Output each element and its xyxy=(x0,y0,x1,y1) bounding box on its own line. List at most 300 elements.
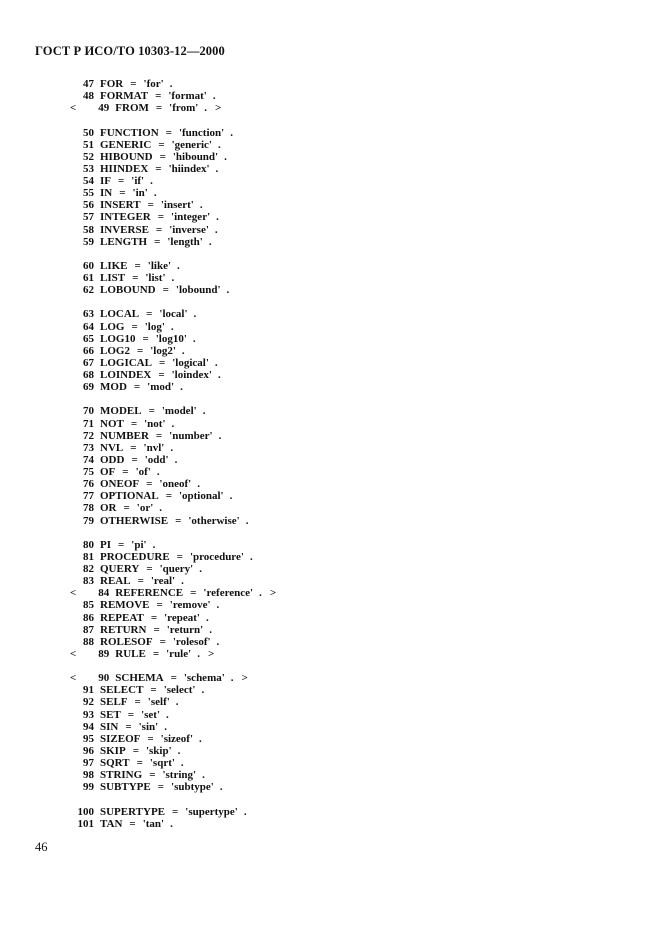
terminator: . xyxy=(243,805,247,818)
production-line xyxy=(70,102,276,114)
line-number: 47 xyxy=(83,78,94,90)
equals-sign: = xyxy=(165,126,172,139)
line-number: 85 xyxy=(83,599,94,612)
keyword: INVERSE xyxy=(100,223,149,236)
literal: 'generic' xyxy=(171,138,212,151)
line-number: 91 xyxy=(83,684,94,697)
terminator: . xyxy=(216,599,220,612)
terminator: . xyxy=(159,502,163,515)
literal: 'repeat' xyxy=(164,611,200,624)
close-bracket: > xyxy=(241,672,248,685)
equals-sign: = xyxy=(158,138,165,151)
keyword: FUNCTION xyxy=(100,126,159,139)
production-line xyxy=(70,599,276,611)
terminator: . xyxy=(214,223,218,236)
keyword: SCHEMA xyxy=(115,672,164,685)
line-number: 77 xyxy=(83,490,94,503)
equals-sign: = xyxy=(136,757,143,769)
keyword: SELECT xyxy=(100,684,144,697)
production-line xyxy=(70,721,276,733)
equals-sign: = xyxy=(159,150,166,163)
keyword: RETURN xyxy=(100,623,147,636)
production-line xyxy=(70,127,276,139)
production-line xyxy=(70,709,276,721)
terminator: . xyxy=(214,356,218,369)
equals-sign: = xyxy=(149,769,156,782)
terminator: . xyxy=(212,90,216,103)
equals-sign: = xyxy=(132,744,139,757)
equals-sign: = xyxy=(127,708,135,721)
page-number: 46 xyxy=(35,840,48,854)
literal: 'odd' xyxy=(144,453,169,466)
literal: 'tan' xyxy=(142,817,165,830)
group-separator xyxy=(70,248,276,260)
equals-sign: = xyxy=(158,369,165,381)
line-number: 61 xyxy=(83,272,94,284)
equals-sign: = xyxy=(123,502,130,515)
terminator: . xyxy=(153,187,157,200)
keyword: MODEL xyxy=(100,405,142,418)
terminator: . xyxy=(199,563,202,575)
line-number: 72 xyxy=(83,429,94,442)
equals-sign: = xyxy=(118,538,125,551)
keyword: ROLESOF xyxy=(100,635,153,648)
terminator: . xyxy=(215,162,219,175)
production-line xyxy=(70,454,276,466)
keyword: OPTIONAL xyxy=(100,490,159,503)
keyword: FROM xyxy=(115,102,149,115)
equals-sign: = xyxy=(153,623,160,636)
literal: 'integer' xyxy=(171,211,211,224)
line-number: 49 xyxy=(98,102,110,115)
keyword: LOG2 xyxy=(100,344,130,357)
equals-sign: = xyxy=(155,429,163,442)
line-number: 66 xyxy=(83,344,94,357)
literal: 'hibound' xyxy=(172,150,219,163)
terminator: . xyxy=(245,514,249,527)
production-line xyxy=(70,139,276,151)
equals-sign: = xyxy=(170,672,177,685)
literal: 'local' xyxy=(159,308,188,321)
line-number: 80 xyxy=(83,538,94,551)
keyword: INTEGER xyxy=(100,211,151,224)
equals-sign: = xyxy=(157,781,165,794)
line-number: 63 xyxy=(83,308,94,321)
literal: 'or' xyxy=(136,502,154,515)
line-number: 69 xyxy=(83,381,94,394)
open-bracket: < xyxy=(70,647,77,660)
literal: 'log' xyxy=(144,320,165,333)
equals-sign: = xyxy=(155,162,162,175)
keyword: NOT xyxy=(100,417,124,430)
production-line xyxy=(70,515,276,527)
keyword: SUBTYPE xyxy=(100,781,151,794)
line-number: 100 xyxy=(77,805,94,818)
production-line xyxy=(70,539,276,551)
equals-sign: = xyxy=(134,259,141,272)
literal: 'model' xyxy=(161,405,197,418)
production-line xyxy=(70,224,276,236)
literal: 'insert' xyxy=(160,199,194,212)
equals-sign: = xyxy=(132,272,139,284)
line-number: 70 xyxy=(83,405,94,418)
production-line xyxy=(70,769,276,781)
line-number: 92 xyxy=(83,696,94,709)
keyword: FOR xyxy=(100,78,124,90)
close-bracket: > xyxy=(269,587,277,600)
terminator: . xyxy=(204,102,208,115)
production-line xyxy=(70,612,276,624)
terminator: . xyxy=(224,150,227,163)
production-line xyxy=(70,648,276,660)
keyword: LOBOUND xyxy=(100,284,156,297)
literal: 'reference' xyxy=(203,587,254,600)
literal: 'like' xyxy=(147,259,172,272)
terminator: . xyxy=(259,587,262,600)
literal: 'loindex' xyxy=(171,369,212,381)
terminator: . xyxy=(152,538,156,551)
keyword: PI xyxy=(100,538,111,551)
equals-sign: = xyxy=(125,720,132,733)
keyword: SKIP xyxy=(100,744,126,757)
equals-sign: = xyxy=(159,635,166,648)
literal: 'inverse' xyxy=(169,223,209,236)
literal: 'in' xyxy=(132,187,148,200)
group-separator xyxy=(70,114,276,126)
literal: 'rule' xyxy=(166,647,192,660)
production-line xyxy=(70,781,276,793)
production-line xyxy=(70,696,276,708)
line-number: 83 xyxy=(83,575,94,588)
keyword: FORMAT xyxy=(100,90,149,103)
keyword: TAN xyxy=(100,817,123,830)
terminator: . xyxy=(199,732,202,745)
production-line xyxy=(70,345,276,357)
equals-sign: = xyxy=(119,187,126,200)
production-line xyxy=(70,818,276,830)
literal: 'format' xyxy=(168,90,207,103)
production-line xyxy=(70,284,276,296)
line-number: 56 xyxy=(83,199,94,212)
keyword: NUMBER xyxy=(100,429,149,442)
production-line xyxy=(70,175,276,187)
line-number: 50 xyxy=(83,126,94,139)
production-line xyxy=(70,308,276,320)
equals-sign: = xyxy=(154,235,161,248)
literal: 'otherwise' xyxy=(188,514,240,527)
terminator: . xyxy=(209,623,212,636)
keyword: LIST xyxy=(100,272,126,284)
literal: 'if' xyxy=(131,175,145,187)
literal: 'nvl' xyxy=(143,441,165,454)
literal: 'log2' xyxy=(150,344,176,357)
production-line xyxy=(70,575,276,587)
keyword: QUERY xyxy=(100,563,140,575)
keyword: STRING xyxy=(100,769,143,782)
keyword: REAL xyxy=(100,575,131,588)
literal: 'not' xyxy=(144,417,166,430)
line-number: 87 xyxy=(83,623,94,636)
production-line xyxy=(70,369,276,381)
line-number: 48 xyxy=(83,90,94,103)
line-number: 59 xyxy=(83,235,94,248)
line-number: 78 xyxy=(83,502,94,515)
literal: 'query' xyxy=(159,563,194,575)
open-bracket: < xyxy=(70,102,77,115)
terminator: . xyxy=(202,769,205,782)
keyword: REPEAT xyxy=(100,611,144,624)
line-number: 94 xyxy=(83,720,94,733)
production-line xyxy=(70,381,276,393)
terminator: . xyxy=(156,466,160,478)
keyword: HIINDEX xyxy=(100,162,149,175)
literal: 'hiindex' xyxy=(168,162,210,175)
line-number: 60 xyxy=(83,259,94,272)
line-number: 65 xyxy=(83,332,94,345)
line-number: 52 xyxy=(83,150,94,163)
equals-sign: = xyxy=(137,575,144,588)
terminator: . xyxy=(219,781,223,794)
literal: 'sizeof' xyxy=(160,732,194,745)
line-number: 88 xyxy=(83,635,94,648)
literal: 'supertype' xyxy=(185,805,238,818)
production-line xyxy=(70,563,276,575)
line-number: 82 xyxy=(83,563,94,575)
equals-sign: = xyxy=(172,805,179,818)
terminator: . xyxy=(217,138,221,151)
terminator: . xyxy=(230,126,233,139)
production-line xyxy=(70,478,276,490)
line-number: 81 xyxy=(83,550,94,563)
terminator: . xyxy=(177,744,181,757)
equals-sign: = xyxy=(136,344,144,357)
production-line xyxy=(70,757,276,769)
terminator: . xyxy=(181,344,185,357)
production-line xyxy=(70,321,276,333)
group-separator xyxy=(70,393,276,405)
equals-sign: = xyxy=(152,647,160,660)
keyword: OTHERWISE xyxy=(100,514,169,527)
literal: 'from' xyxy=(169,102,199,115)
literal: 'rolesof' xyxy=(172,635,211,648)
keyword: RULE xyxy=(115,647,146,660)
line-number: 54 xyxy=(83,175,94,187)
line-number: 99 xyxy=(83,781,94,794)
close-bracket: > xyxy=(215,102,222,115)
line-number: 84 xyxy=(98,587,110,600)
keyword: HIBOUND xyxy=(100,150,153,163)
terminator: . xyxy=(192,332,196,345)
terminator: . xyxy=(216,211,219,224)
equals-sign: = xyxy=(129,817,136,830)
production-line xyxy=(70,684,276,696)
keyword: MOD xyxy=(100,381,127,394)
production-line xyxy=(70,806,276,818)
terminator: . xyxy=(175,696,179,709)
production-line xyxy=(70,357,276,369)
production-line xyxy=(70,260,276,272)
equals-sign: = xyxy=(118,175,125,187)
production-line xyxy=(70,636,276,648)
literal: 'function' xyxy=(178,126,225,139)
production-line xyxy=(70,418,276,430)
equals-sign: = xyxy=(155,90,162,103)
production-line xyxy=(70,502,276,514)
literal: 'sqrt' xyxy=(149,757,175,769)
equals-sign: = xyxy=(150,611,158,624)
literal: 'oneof' xyxy=(159,478,192,491)
keyword: INSERT xyxy=(100,199,141,212)
production-line xyxy=(70,151,276,163)
terminator: . xyxy=(202,405,206,418)
equals-sign: = xyxy=(134,696,141,709)
keyword: PROCEDURE xyxy=(100,550,170,563)
equals-sign: = xyxy=(147,199,154,212)
close-bracket: > xyxy=(207,647,215,660)
keyword-listing xyxy=(70,78,276,830)
line-number: 90 xyxy=(98,672,110,685)
literal: 'for' xyxy=(143,78,164,90)
literal: 'self' xyxy=(147,696,170,709)
terminator: . xyxy=(201,684,205,697)
keyword: OR xyxy=(100,502,117,515)
production-line xyxy=(70,733,276,745)
keyword: LENGTH xyxy=(100,235,148,248)
group-separator xyxy=(70,660,276,672)
equals-sign: = xyxy=(150,684,157,697)
terminator: . xyxy=(170,817,173,830)
equals-sign: = xyxy=(131,453,138,466)
terminator: . xyxy=(174,453,178,466)
line-number: 86 xyxy=(83,611,94,624)
terminator: . xyxy=(199,199,203,212)
keyword: LIKE xyxy=(100,259,128,272)
terminator: . xyxy=(170,320,174,333)
literal: 'string' xyxy=(162,769,197,782)
line-number: 57 xyxy=(83,211,94,224)
equals-sign: = xyxy=(146,308,153,321)
keyword: REFERENCE xyxy=(115,587,184,600)
equals-sign: = xyxy=(142,332,149,345)
production-line xyxy=(70,272,276,284)
equals-sign: = xyxy=(157,211,165,224)
terminator: . xyxy=(171,417,175,430)
keyword: GENERIC xyxy=(100,138,152,151)
document-header: ГОСТ Р ИСО/ТО 10303-12—2000 xyxy=(35,44,225,58)
terminator: . xyxy=(180,381,183,394)
equals-sign: = xyxy=(148,405,155,418)
literal: 'list' xyxy=(145,272,166,284)
equals-sign: = xyxy=(190,587,197,600)
line-number: 73 xyxy=(83,441,94,454)
terminator: . xyxy=(164,720,167,733)
equals-sign: = xyxy=(176,550,183,563)
group-separator xyxy=(70,296,276,308)
terminator: . xyxy=(229,490,233,503)
keyword: NVL xyxy=(100,441,124,454)
line-number: 55 xyxy=(83,187,94,200)
literal: 'log10' xyxy=(155,332,187,345)
equals-sign: = xyxy=(147,732,154,745)
production-line xyxy=(70,78,276,90)
literal: 'mod' xyxy=(147,381,175,394)
literal: 'remove' xyxy=(169,599,211,612)
keyword: SELF xyxy=(100,696,128,709)
equals-sign: = xyxy=(155,102,163,115)
line-number: 95 xyxy=(83,732,94,745)
line-number: 76 xyxy=(83,478,94,491)
equals-sign: = xyxy=(155,223,163,236)
literal: 'procedure' xyxy=(189,550,244,563)
literal: 'lobound' xyxy=(175,284,221,297)
terminator: . xyxy=(230,672,234,685)
equals-sign: = xyxy=(146,478,153,491)
equals-sign: = xyxy=(130,441,137,454)
literal: 'optional' xyxy=(178,490,224,503)
production-line xyxy=(70,672,276,684)
keyword: LOCAL xyxy=(100,308,140,321)
production-line xyxy=(70,442,276,454)
line-number: 67 xyxy=(83,356,94,369)
line-number: 74 xyxy=(83,453,94,466)
line-number: 58 xyxy=(83,223,94,236)
equals-sign: = xyxy=(133,381,141,394)
line-number: 101 xyxy=(77,817,94,830)
literal: 'select' xyxy=(163,684,196,697)
keyword: SIZEOF xyxy=(100,732,141,745)
terminator: . xyxy=(218,429,222,442)
line-number: 71 xyxy=(83,417,94,430)
terminator: . xyxy=(150,175,153,187)
production-line xyxy=(70,90,276,102)
terminator: . xyxy=(249,550,253,563)
terminator: . xyxy=(193,308,197,321)
terminator: . xyxy=(166,708,169,721)
keyword: REMOVE xyxy=(100,599,150,612)
literal: 'pi' xyxy=(131,538,147,551)
production-line xyxy=(70,587,276,599)
literal: 'real' xyxy=(150,575,176,588)
equals-sign: = xyxy=(146,563,153,575)
keyword: LOINDEX xyxy=(100,369,152,381)
keyword: SUPERTYPE xyxy=(100,805,166,818)
production-line xyxy=(70,490,276,502)
keyword: SQRT xyxy=(100,757,130,769)
keyword: OF xyxy=(100,466,116,478)
equals-sign: = xyxy=(158,356,166,369)
group-separator xyxy=(70,527,276,539)
terminator: . xyxy=(170,441,174,454)
production-line xyxy=(70,551,276,563)
terminator: . xyxy=(169,78,173,90)
production-line xyxy=(70,187,276,199)
line-number: 53 xyxy=(83,162,94,175)
literal: 'return' xyxy=(166,623,204,636)
production-line xyxy=(70,163,276,175)
equals-sign: = xyxy=(156,599,163,612)
equals-sign: = xyxy=(162,284,169,297)
terminator: . xyxy=(171,272,175,284)
terminator: . xyxy=(205,611,209,624)
line-number: 96 xyxy=(83,744,94,757)
production-line xyxy=(70,430,276,442)
terminator: . xyxy=(216,635,220,648)
line-number: 97 xyxy=(83,757,94,769)
production-line xyxy=(70,466,276,478)
line-number: 98 xyxy=(83,769,94,782)
equals-sign: = xyxy=(131,320,138,333)
terminator: . xyxy=(197,478,200,491)
